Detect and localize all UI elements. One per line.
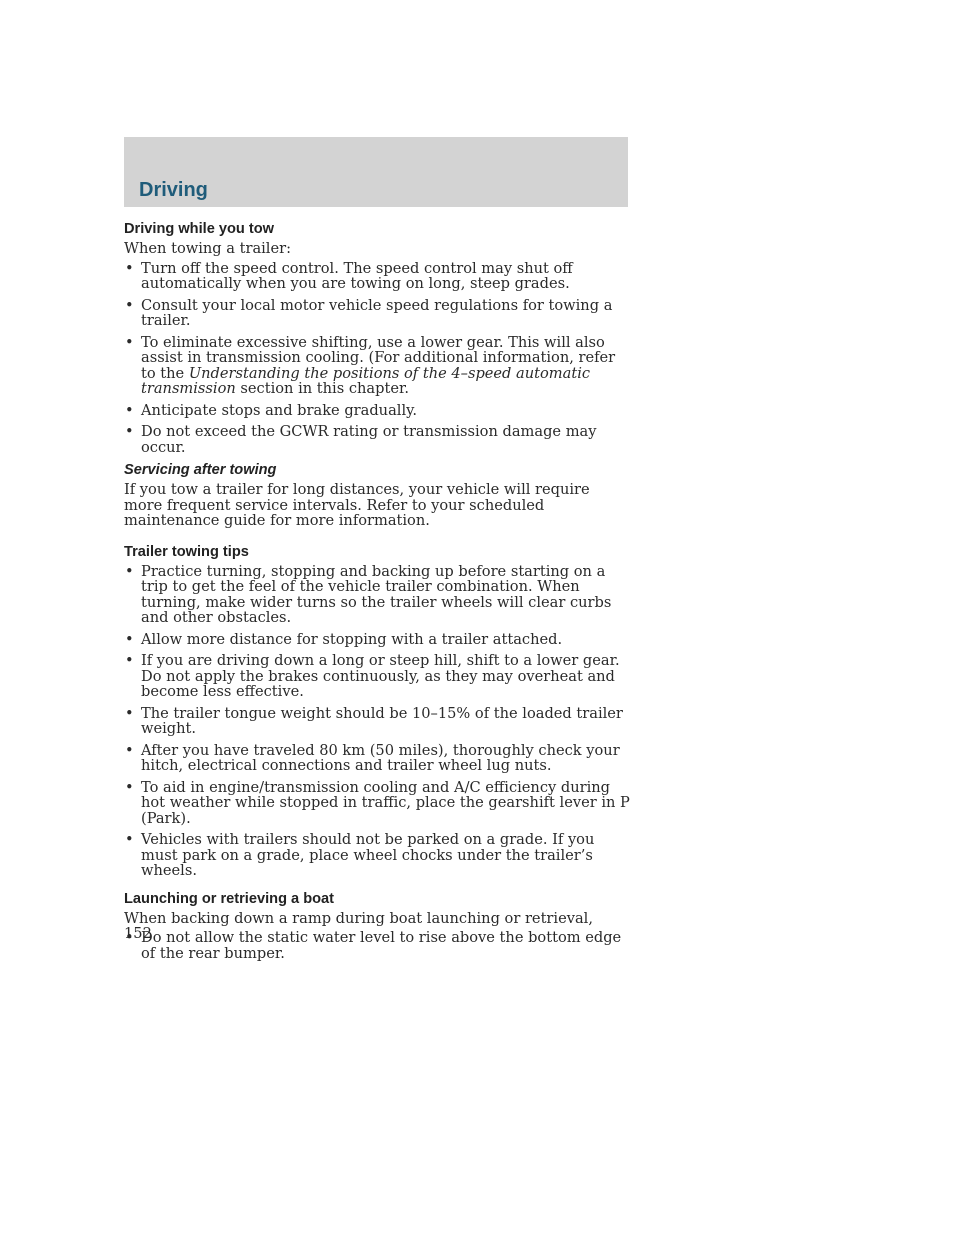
list-item: • Anticipate stops and brake gradually. — [124, 403, 630, 419]
section-header-band — [124, 137, 628, 207]
list-item: • Consult your local motor vehicle speed regulations for towing a trailer. — [124, 298, 630, 329]
tips-bullet-list — [124, 564, 630, 879]
heading-trailer-towing-tips: Trailer towing tips — [124, 543, 249, 560]
list-item: • Do not exceed the GCWR rating or transmission damage may occur. — [124, 424, 630, 455]
list-item: • The trailer tongue weight should be 10–15% of the loaded trailer weight. — [124, 706, 630, 737]
cross-reference-title: Understanding the positions of the 4–speed automatic transmission — [141, 364, 591, 397]
list-item: • After you have traveled 80 km (50 miles), thoroughly check your hitch, electrical connections and trailer wheel lug nuts. — [124, 743, 630, 774]
list-item — [124, 335, 630, 397]
list-item-text: To eliminate excessive shifting, use a lower gear. This will also assist in transmission cooling. (For additional information, refer to the — [141, 333, 616, 382]
boat-intro: When backing down a ramp during boat launching or retrieval, — [124, 909, 593, 927]
heading-servicing-after-towing: Servicing after towing — [124, 462, 277, 478]
tow-bullet-list — [124, 261, 630, 456]
list-item: • To aid in engine/transmission cooling and A/C efficiency during hot weather while stopped in traffic, place the gearshift lever in P (Park). — [124, 780, 630, 827]
page-number: 152 — [124, 925, 152, 942]
list-item: • Practice turning, stopping and backing up before starting on a trip to get the feel of the vehicle trailer combination. When turning, make wider turns so the trailer wheels will clear curbs and other obstacles. — [124, 564, 630, 626]
page-content — [124, 220, 630, 967]
heading-driving-while-you-tow: Driving while you tow — [124, 221, 274, 237]
heading-launching-or-retrieving-a-boat: Launching or retrieving a boat — [124, 890, 335, 907]
list-item-text: section in this chapter. — [235, 380, 409, 397]
list-item: • If you are driving down a long or steep hill, shift to a lower gear. Do not apply the brakes continuously, as they may overheat and become less effective. — [124, 653, 630, 700]
servicing-body: If you tow a trailer for long distances, your vehicle will require more frequent service intervals. Refer to your scheduled maintenance guide for more information. — [124, 481, 590, 529]
list-item: • Do not allow the static water level to rise above the bottom edge of the rear bumper. — [124, 930, 630, 961]
list-item: • Vehicles with trailers should not be parked on a grade. If you must park on a grade, place wheel chocks under the trailer’s wheels. — [124, 832, 630, 879]
list-item: • Turn off the speed control. The speed control may shut off automatically when you are towing on long, steep grades. — [124, 261, 630, 292]
section-title: Driving — [139, 179, 208, 201]
tow-intro: When towing a trailer: — [124, 240, 292, 257]
list-item: • Allow more distance for stopping with a trailer attached. — [124, 632, 630, 648]
boat-bullet-list — [124, 930, 630, 961]
